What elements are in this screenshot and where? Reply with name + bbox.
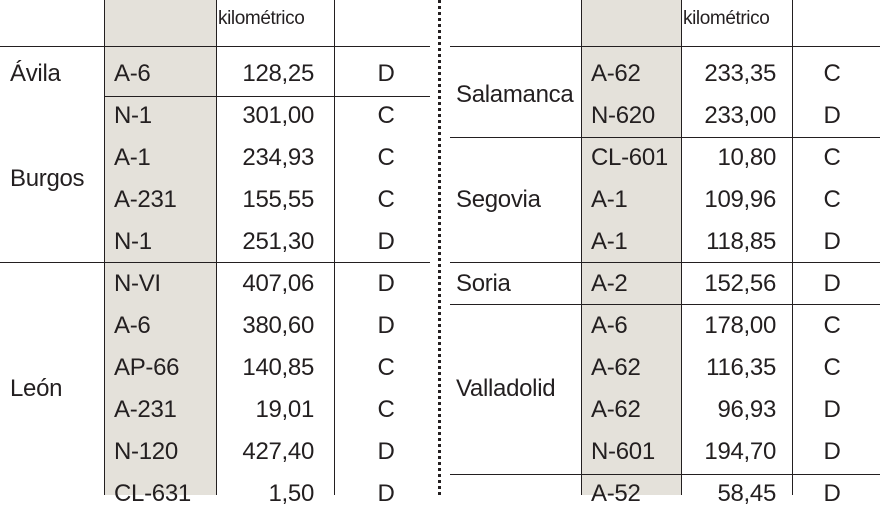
left-road-cell: A-231 — [114, 396, 177, 423]
left-km-header: kilométrico — [218, 8, 305, 29]
right-road-cell: A-6 — [591, 312, 628, 339]
right-km-cell: 116,35 — [706, 354, 776, 381]
right-road-cell: N-620 — [591, 102, 655, 129]
left-category-cell: D — [377, 480, 395, 507]
left-province-label: Ávila — [10, 60, 61, 87]
right-road-cell: A-52 — [591, 480, 641, 507]
left-category-cell: C — [377, 354, 395, 381]
left-road-cell: N-120 — [114, 438, 178, 465]
right-province-label: Salamanca — [456, 81, 574, 108]
right-road-cell: A-1 — [591, 228, 628, 255]
right-province-label: Soria — [456, 270, 511, 297]
left-province-label: León — [10, 375, 63, 402]
left-road-cell: A-1 — [114, 144, 151, 171]
left-km-cell: 427,40 — [242, 438, 314, 465]
right-category-cell: C — [823, 144, 841, 171]
right-km-header: kilométrico — [683, 8, 770, 29]
right-km-cell: 233,00 — [704, 102, 776, 129]
left-road-cell: A-231 — [114, 186, 177, 213]
left-category-cell: C — [377, 186, 395, 213]
right-km-cell: 96,93 — [717, 396, 776, 423]
left-km-cell: 301,00 — [242, 102, 314, 129]
left-category-cell: D — [377, 228, 395, 255]
left-km-cell: 155,55 — [242, 186, 314, 213]
left-km-cell: 234,93 — [242, 144, 314, 171]
right-category-cell: D — [823, 270, 841, 297]
right-category-cell: D — [823, 396, 841, 423]
left-km-cell: 380,60 — [242, 312, 314, 339]
right-category-cell: D — [823, 480, 841, 507]
left-road-cell: N-1 — [114, 228, 152, 255]
left-road-cell: N-1 — [114, 102, 152, 129]
right-category-cell: C — [823, 186, 841, 213]
left-column-divider — [104, 0, 105, 495]
right-column-divider — [681, 0, 682, 495]
right-km-cell: 178,00 — [704, 312, 776, 339]
right-category-cell: C — [823, 312, 841, 339]
left-category-cell: D — [377, 270, 395, 297]
left-category-cell: C — [377, 144, 395, 171]
right-category-cell: D — [823, 228, 841, 255]
left-category-cell: C — [377, 396, 395, 423]
right-column-divider — [581, 0, 582, 495]
right-km-cell: 118,85 — [706, 228, 776, 255]
left-category-cell: D — [377, 60, 395, 87]
left-km-cell: 19,01 — [255, 396, 314, 423]
left-road-cell: AP-66 — [114, 354, 180, 381]
right-km-cell: 152,56 — [704, 270, 776, 297]
left-km-cell: 1,50 — [268, 480, 314, 507]
left-km-cell: 251,30 — [242, 228, 314, 255]
right-road-cell: CL-601 — [591, 144, 668, 171]
left-category-cell: D — [377, 438, 395, 465]
right-km-cell: 233,35 — [704, 60, 776, 87]
left-km-cell: 128,25 — [242, 60, 314, 87]
table-separator — [438, 0, 441, 495]
left-road-cell: A-6 — [114, 312, 151, 339]
right-km-cell: 109,96 — [704, 186, 776, 213]
right-km-cell: 194,70 — [704, 438, 776, 465]
right-category-cell: C — [823, 60, 841, 87]
right-category-cell: D — [823, 438, 841, 465]
right-road-cell: A-62 — [591, 60, 641, 87]
right-province-label: Valladolid — [456, 375, 556, 402]
left-km-cell: 407,06 — [242, 270, 314, 297]
left-column-divider — [216, 0, 217, 495]
right-road-cell: A-2 — [591, 270, 628, 297]
left-km-cell: 140,85 — [242, 354, 314, 381]
left-road-cell: A-6 — [114, 60, 151, 87]
right-category-cell: D — [823, 102, 841, 129]
right-row-divider — [450, 46, 880, 47]
right-road-cell: A-1 — [591, 186, 628, 213]
left-road-cell: N-VI — [114, 270, 161, 297]
left-category-cell: D — [377, 312, 395, 339]
left-province-label: Burgos — [10, 165, 85, 192]
right-km-cell: 10,80 — [717, 144, 776, 171]
left-category-cell: C — [377, 102, 395, 129]
right-category-cell: C — [823, 354, 841, 381]
right-road-cell: A-62 — [591, 396, 641, 423]
left-row-divider — [0, 46, 430, 47]
right-road-cell: A-62 — [591, 354, 641, 381]
left-road-cell: CL-631 — [114, 480, 191, 507]
right-province-label: Segovia — [456, 186, 541, 213]
right-road-cell: N-601 — [591, 438, 655, 465]
right-km-cell: 58,45 — [717, 480, 776, 507]
